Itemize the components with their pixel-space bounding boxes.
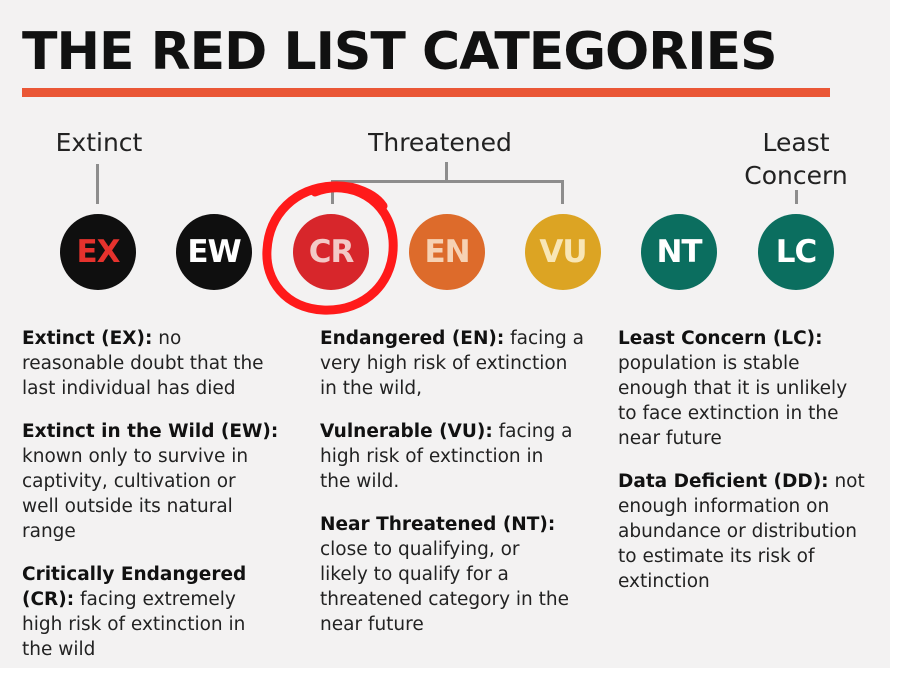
category-ew-label: EW: [187, 234, 241, 270]
category-nt-label: NT: [656, 234, 702, 270]
category-ex-label: EX: [76, 234, 120, 270]
definition-cr-term-1: Critically Endangered: [22, 564, 247, 585]
category-en-label: EN: [424, 234, 470, 270]
group-label-least-concern-line2: Concern: [744, 161, 848, 190]
definition-en-term: Endangered (EN):: [320, 328, 505, 349]
threatened-drop-cr: [331, 180, 334, 204]
definition-nt-text-1: close to qualifying, or: [320, 539, 520, 560]
title-underline: [22, 88, 830, 97]
definition-nt-text-4: near future: [320, 614, 424, 635]
right-margin: [890, 0, 904, 682]
definition-ew-text-1: known only to survive in: [22, 446, 249, 467]
definition-ex: [22, 326, 307, 401]
definition-ew-text-3: well outside its natural: [22, 496, 233, 517]
group-label-least-concern-line1: Least: [762, 128, 830, 157]
definition-ex-text-1: no: [152, 328, 182, 349]
threatened-bracket: [331, 180, 564, 183]
definition-lc-term: Least Concern (LC):: [618, 328, 823, 349]
category-cr-label: CR: [308, 234, 354, 270]
definition-cr: [22, 562, 307, 662]
definition-vu-text-3: the wild.: [320, 471, 400, 492]
definitions-column-2: [320, 326, 605, 655]
definition-ex-text-3: last individual has died: [22, 378, 236, 399]
definition-vu-text-2: high risk of extinction in: [320, 446, 544, 467]
definition-nt-text-3: threatened category in the: [320, 589, 570, 610]
definition-ex-text-2: reasonable doubt that the: [22, 353, 264, 374]
definition-vu-text-1: facing a: [492, 421, 573, 442]
least-concern-connector: [795, 190, 798, 204]
category-vu-circle: [525, 214, 601, 290]
definition-nt: [320, 512, 605, 637]
definition-ew-text-2: captivity, cultivation or: [22, 471, 236, 492]
definition-cr-text-3: the wild: [22, 639, 96, 660]
definition-dd-text-4: to estimate its risk of: [618, 546, 815, 567]
definition-ew: [22, 419, 307, 544]
definition-lc-text-1: population is stable: [618, 353, 800, 374]
threatened-drop-vu: [561, 180, 564, 204]
category-lc-circle: [758, 214, 834, 290]
definitions-column-3: [618, 326, 888, 612]
definition-nt-text-2: likely to qualify for a: [320, 564, 509, 585]
definition-dd-term: Data Deficient (DD):: [618, 471, 829, 492]
definition-lc-text-3: to face extinction in the: [618, 403, 839, 424]
definition-dd-text-1: not: [828, 471, 865, 492]
category-ew-circle: [176, 214, 252, 290]
category-en-circle: [409, 214, 485, 290]
definition-dd-text-5: extinction: [618, 571, 710, 592]
definition-en-text-3: in the wild,: [320, 378, 423, 399]
definition-vu: [320, 419, 605, 494]
definition-nt-term: Near Threatened (NT):: [320, 514, 556, 535]
group-label-extinct: Extinct: [55, 128, 143, 157]
definition-ew-term: Extinct in the Wild (EW):: [22, 421, 279, 442]
definition-lc: [618, 326, 888, 451]
definitions-column-1: [22, 326, 307, 680]
category-ex-circle: [60, 214, 136, 290]
definition-dd: [618, 469, 888, 594]
category-lc-label: LC: [775, 234, 817, 270]
definition-en-text-1: facing a: [504, 328, 585, 349]
definition-cr-term-2: (CR):: [22, 589, 75, 610]
category-cr-circle: [293, 214, 369, 290]
definition-ew-text-4: range: [22, 521, 76, 542]
definition-dd-text-3: abundance or distribution: [618, 521, 858, 542]
definition-lc-text-4: near future: [618, 428, 722, 449]
definition-ex-term: Extinct (EX):: [22, 328, 153, 349]
group-label-least-concern: [718, 126, 874, 192]
definition-dd-text-2: enough information on: [618, 496, 830, 517]
group-label-threatened: Threatened: [368, 128, 512, 157]
definition-lc-text-2: enough that it is unlikely: [618, 378, 848, 399]
page-title: THE RED LIST CATEGORIES: [22, 22, 777, 82]
category-nt-circle: [641, 214, 717, 290]
definition-en: [320, 326, 605, 401]
category-vu-label: VU: [539, 234, 587, 270]
definition-cr-text-1: facing extremely: [74, 589, 236, 610]
threatened-stem: [445, 162, 448, 182]
definition-en-text-2: very high risk of extinction: [320, 353, 568, 374]
extinct-connector: [96, 164, 99, 204]
definition-vu-term: Vulnerable (VU):: [320, 421, 493, 442]
definition-cr-text-2: high risk of extinction in: [22, 614, 246, 635]
